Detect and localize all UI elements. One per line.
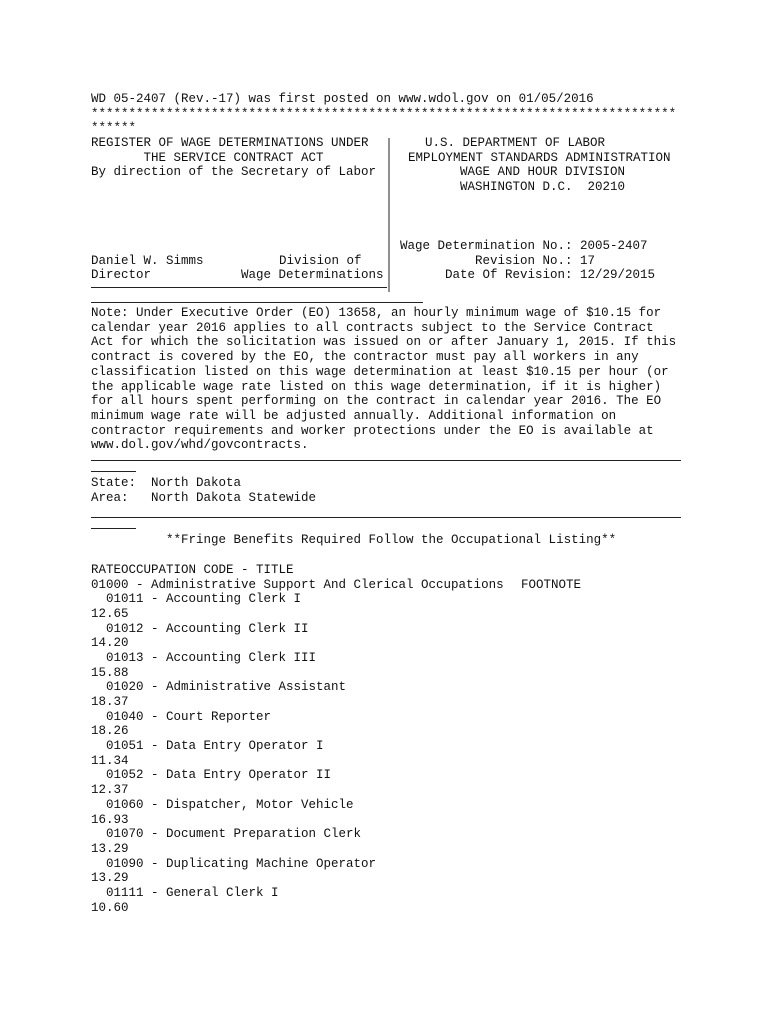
occupation-rate: 10.60	[91, 900, 129, 915]
division-line-1: Division of	[279, 253, 362, 268]
occupation-group-title: 01000 - Administrative Support And Clerical Occupations	[91, 577, 504, 592]
occupation-title: 01012 - Accounting Clerk II	[106, 621, 309, 636]
header-left-1: REGISTER OF WAGE DETERMINATIONS UNDER	[91, 136, 369, 151]
division-line-2: Wage Determinations	[241, 268, 384, 283]
occupation-list	[91, 592, 681, 915]
occupation-rate: 12.65	[91, 606, 129, 621]
revision-number: Revision No.: 17	[475, 253, 596, 268]
wage-determination-document	[91, 92, 681, 915]
header-left-2: THE SERVICE CONTRACT ACT	[91, 150, 324, 165]
area-label: Area:	[91, 490, 129, 505]
header-right-3: WAGE AND HOUR DIVISION	[460, 165, 626, 180]
state-value: North Dakota	[151, 476, 242, 491]
occupation-title: 01040 - Court Reporter	[106, 709, 272, 724]
occupation-title: 01013 - Accounting Clerk III	[106, 650, 317, 665]
fringe-benefits-notice: **Fringe Benefits Required Follow the Occupational Listing**	[166, 533, 617, 548]
date-of-revision: Date Of Revision: 12/29/2015	[445, 268, 656, 283]
header-right-1: U.S. DEPARTMENT OF LABOR	[425, 136, 606, 151]
section-rule-short-2	[91, 528, 136, 529]
occupation-title: 01020 - Administrative Assistant	[106, 680, 347, 695]
area-value: North Dakota Statewide	[151, 490, 317, 505]
occupation-title: 01111 - General Clerk I	[106, 885, 279, 900]
register-header	[91, 136, 681, 453]
occupation-rate: 16.93	[91, 812, 129, 827]
signer-name: Daniel W. Simms	[91, 253, 204, 268]
section-rule-2	[91, 517, 681, 518]
area-row	[91, 491, 681, 506]
header-underline	[91, 286, 391, 290]
executive-order-note: Note: Under Executive Order (EO) 13658, an hourly minimum wage of $10.15 for calendar year 2016 applies to all contracts subject to the Service Contract Act for which the solicitation was issued on or after January 1, 2015. If this contract is covered by the EO, the contractor must pay all workers in any classification listed on this wage determination at least $10.15 per hour (or the applicable wage rate listed on this wage determination, if it is higher) for all hours spent performing on the contract in calendar year 2016. The EO minimum wage rate will be adjusted annually. Additional information on contractor requirements and worker protections under the EO is available at www.dol.gov/whd/govcontracts.	[91, 306, 677, 453]
signer-title: Director	[91, 268, 152, 283]
occupation-title: 01070 - Document Preparation Clerk	[106, 827, 362, 842]
note-top-rule	[91, 301, 426, 305]
occupation-title: 01090 - Duplicating Machine Operator	[106, 856, 377, 871]
occupation-rate: 14.20	[91, 636, 129, 651]
occupation-rate: 18.37	[91, 695, 129, 709]
header-right-2: EMPLOYMENT STANDARDS ADMINISTRATION	[408, 150, 671, 165]
section-rule	[91, 460, 681, 461]
occupation-title: 01060 - Dispatcher, Motor Vehicle	[106, 797, 354, 812]
section-rule-short	[91, 471, 136, 472]
column-rate: RATE	[91, 562, 122, 577]
occupation-title: 01011 - Accounting Clerk I	[106, 592, 302, 607]
posted-line: WD 05-2407 (Rev.-17) was first posted on www.wdol.gov on 01/05/2016	[91, 92, 594, 106]
separator-stars-continued: ******	[91, 121, 137, 136]
header-divider	[387, 136, 391, 294]
column-footnote: FOOTNOTE	[521, 577, 582, 592]
state-label: State:	[91, 476, 137, 491]
occupation-rate: 11.34	[91, 753, 129, 768]
occupation-rate: 15.88	[91, 665, 129, 680]
occupation-title: 01051 - Data Entry Operator I	[106, 739, 324, 754]
wage-determination-number: Wage Determination No.: 2005-2407	[400, 239, 648, 254]
occupation-title: 01052 - Data Entry Operator II	[106, 768, 332, 783]
column-occupation: OCCUPATION CODE - TITLE	[121, 562, 294, 577]
header-left-3: By direction of the Secretary of Labor	[91, 165, 377, 180]
occupation-rate: 12.37	[91, 783, 129, 798]
header-right-4: WASHINGTON D.C. 20210	[460, 180, 626, 195]
occupation-rate: 13.29	[91, 841, 129, 856]
occupation-rate: 18.26	[91, 724, 129, 739]
separator-stars: ******************************************************************************	[91, 106, 677, 121]
occupation-rate: 13.29	[91, 871, 129, 886]
state-row	[91, 476, 681, 491]
